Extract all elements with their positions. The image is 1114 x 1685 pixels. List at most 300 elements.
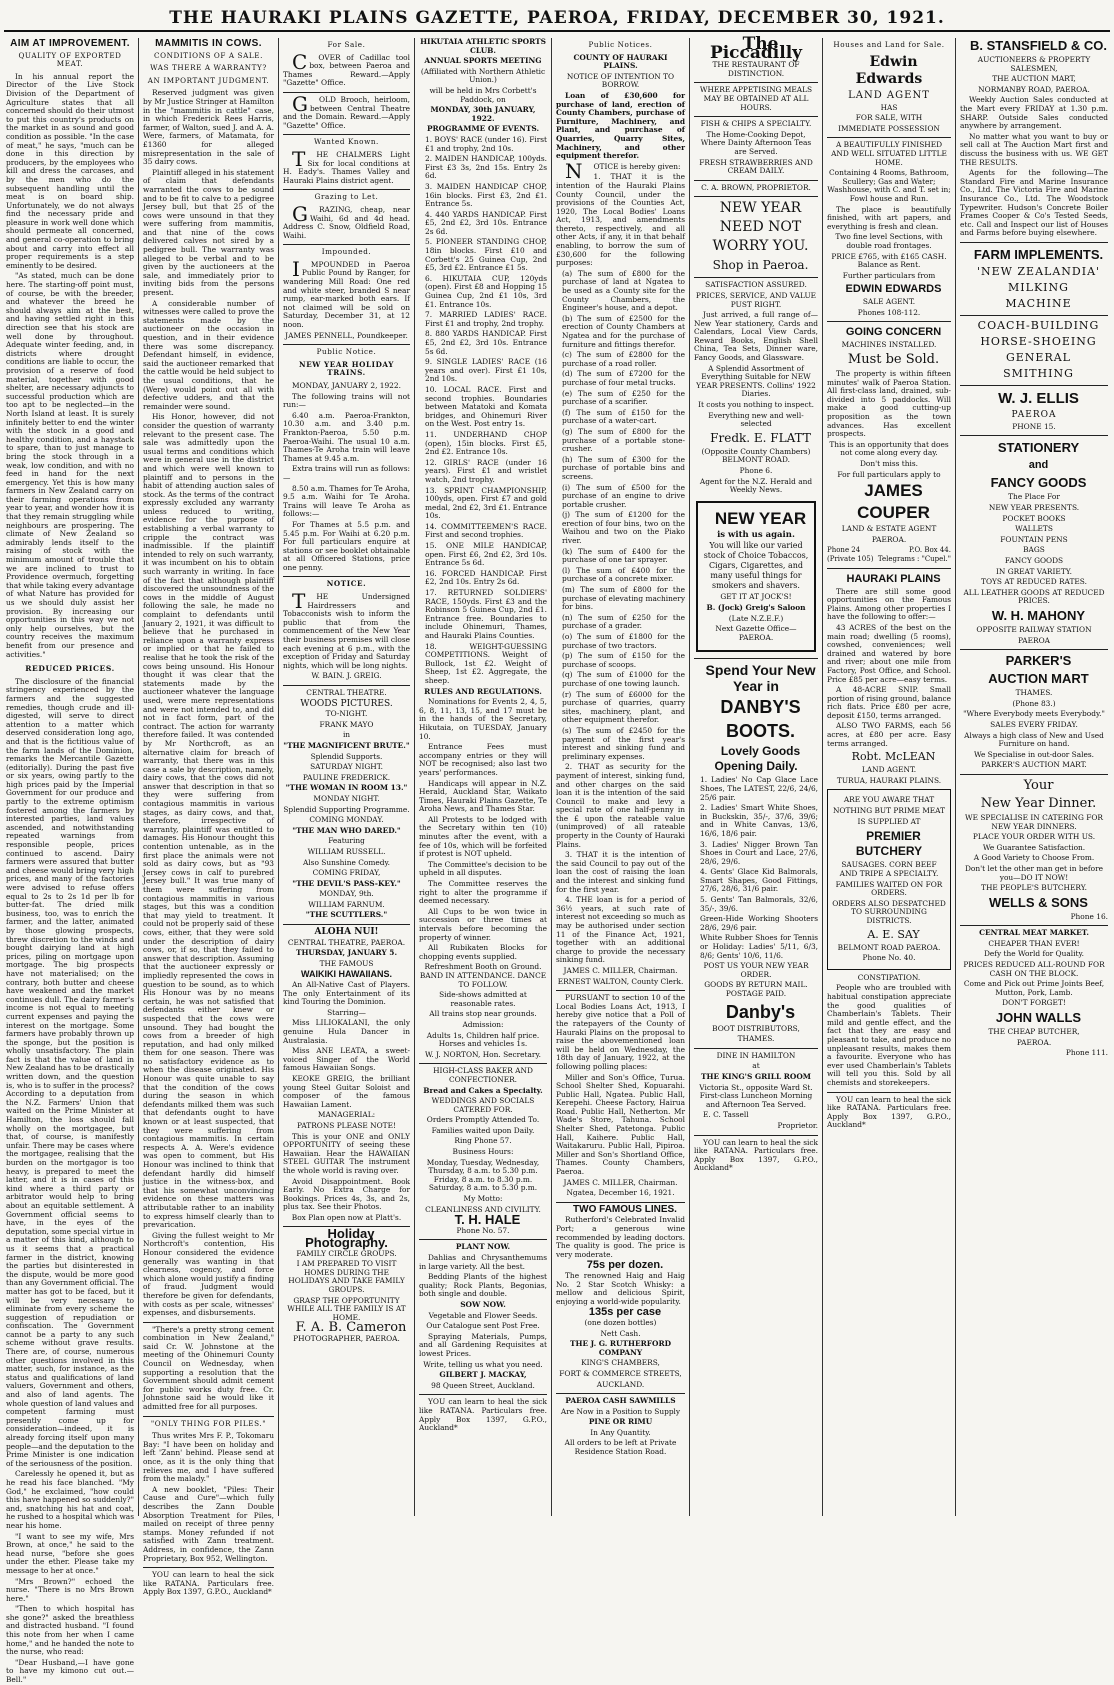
agent-name: Robt. McLEAN <box>851 750 936 764</box>
ad-text: MACHINE <box>1005 296 1072 310</box>
event-item: 11. UNDERHAND CHOP (open), 15in blocks. First £5, 2nd £2. Entrance 10s. <box>425 429 547 457</box>
theatre-text: COMING MONDAY. <box>309 815 384 825</box>
theatre-text: TO-NIGHT. <box>325 709 368 719</box>
danby-name: Danby's <box>725 1001 796 1022</box>
column-aim-at-improvement <box>6 38 134 1685</box>
ad-text: 'NEW ZEALANDIA' <box>976 264 1101 278</box>
aloha-heading: ALOHA NUI! <box>314 927 379 938</box>
loan-item: (l) The sum of £400 for the purchase of a concrete mixer. <box>562 565 685 584</box>
ad-text: Victoria St., opposite Ward St. First-class Luncheon Morning and Afternoon Tea Served. <box>699 1082 813 1109</box>
wine-price: 135s per case <box>588 1306 662 1319</box>
admission-text: Adults 1s, Children half price. Horses and vehicles 1s. <box>426 1030 540 1049</box>
ad-text: Two fine level Sections, with double road frontages. <box>835 232 943 250</box>
event-item: 2. MAIDEN HANDICAP, 100yds. First £3 3s, 2nd 15s. Entry 2s 6d. <box>425 154 547 181</box>
plant-text: Vegetable and Flower Seeds. <box>428 1310 538 1320</box>
loan-item: (s) The sum of £2450 for the payment of the first year's interest and sinking fund and preliminary expenses. <box>562 725 685 761</box>
baker-text: Orders Promptly Attended To. <box>426 1115 540 1125</box>
classified-heading: Houses and Land for Sale. <box>833 40 945 49</box>
danby-goods <box>694 776 818 960</box>
plant-heading: PLANT NOW. <box>455 1242 511 1252</box>
theatre-text: Splendid Supports. <box>310 751 383 761</box>
theatre-text: WILLIAM FARNUM. <box>308 899 385 909</box>
theatre-text: Box Plan open now at Platt's. <box>291 1212 402 1222</box>
ad-text: TOYS AT REDUCED RATES. <box>981 577 1087 587</box>
ad-text: THE PEOPLE'S BUTCHERY. <box>981 883 1087 893</box>
ad-text: THE AUCTION MART, <box>992 74 1076 84</box>
column-separator <box>551 38 552 1516</box>
ad-text: PRICE £765, with £165 CASH. Balance as Rent. <box>831 251 947 270</box>
notice-text: 3. THAT it is the intention of the said Council to pay out of the loan the cost of raising the loan and the interest and sinking fund for the first year. <box>556 850 685 894</box>
ad-text: Phone 16. <box>1070 911 1108 921</box>
ad-text: People who are troubled with habitual constipation appreciate the good qualities of Chamberlain's Tablets. Their mild and gentle effect, and the fact that they are easy and pleasant to take, and produce no unpleasant results, makes them a favourite. Everyone who has ever used Chamberlain's Tablets will tell you this. Sold by all chemists and storekeepers. <box>827 983 951 1087</box>
rule-text: All Cups to be won twice in succession or three times at intervals before becoming the property of winner. <box>419 906 547 942</box>
loan-item: (c) The sum of £2800 for the purchase of a road roller. <box>562 350 685 368</box>
theatre-text: Splendid Supporting Programme. <box>283 804 410 814</box>
farm-heading: FARM IMPLEMENTS. <box>973 246 1104 262</box>
signature: ERNEST WALTON, County Clerk. <box>557 976 684 986</box>
baker-text: CLEANLINESS AND CIVILITY. <box>425 1204 541 1214</box>
polling-places: Miller and Son's Office, Turua. School Shelter Shed, Kopuarahi. Public Hall, Ngatea. Public Hall, Kerepehi. Cheese Factory, Hairua Road. Public Hall, Netherton. Mr Wade's Store, Tahuna. School Shelter Shed, Patetonga. Public Hall, Kaihere. Public Hall, Waitakaruru. Public Hall, Pipiroa. Miller and Son's Shortland Office, Thames. County Chambers, Paeroa. <box>556 1072 685 1177</box>
ad-text: NORMANBY ROAD, PAEROA. <box>978 84 1090 94</box>
loan-item: (k) The sum of £400 for the purchase of one tar sprayer. <box>562 546 685 565</box>
ad-text: ORDERS ALSO DESPATCHED TO SURROUNDING DISTRICTS. <box>832 898 946 925</box>
loan-item: (j) The sum of £1200 for the erection of four bins, two on the Waihou and two on the Piako river. <box>562 510 685 546</box>
jocks-ad <box>696 501 816 653</box>
ad-text: and <box>1028 459 1049 472</box>
ad-text: WHERE APPETISING MEALS MAY BE OBTAINED AT ALL HOURS. <box>694 82 818 112</box>
signature: W. J. NORTON, Hon. Secretary. <box>424 1049 541 1059</box>
theatre-text: PATRONS PLEASE NOTE! <box>297 1120 396 1130</box>
notice-text: The following trains will not run:— <box>283 391 410 410</box>
column-county-notice <box>556 38 685 1514</box>
column-separator <box>955 38 956 1516</box>
plant-text: Our Catalogue sent Post Free. <box>426 1321 540 1331</box>
classified-heading: For Sale. <box>327 40 366 49</box>
events-list <box>419 136 547 686</box>
classified-ad: GRAZING, cheap, near Waihi, 6d and 4d head. Address C. Snow, Oldfield Road, Waihi. <box>283 201 410 240</box>
stationery-heading: FANCY GOODS <box>990 475 1087 491</box>
ad-text: The Home-Cooking Depot, Where Dainty Afternoon Teas are Served. <box>700 129 812 156</box>
parker-name: AUCTION MART <box>988 671 1089 687</box>
film-title: "THE MAGNIFICENT BRUTE." <box>283 740 410 750</box>
new-year-heading: NEW YEAR <box>714 508 807 528</box>
rule-text: Refreshment Booth on Ground. BAND IN ATTENDANCE. DANCE TO FOLLOW. <box>419 962 547 989</box>
ad-text: Phones 108-112. <box>857 307 921 317</box>
ad-text: The Place For <box>1008 492 1060 502</box>
theatre-name: CENTRAL THEATRE, PAEROA. <box>287 937 406 947</box>
ad-text: is with us again. <box>717 529 795 540</box>
ad-text: SMITHING <box>1003 366 1074 380</box>
signature: Ngatea, December 16, 1921. <box>566 1188 675 1198</box>
theatre-name: CENTRAL THEATRE. <box>306 688 387 697</box>
ad-text: C. A. BROWN, PROPRIETOR. <box>694 180 818 193</box>
ad-text: DON'T FORGET! <box>1002 998 1066 1008</box>
goods-item: 3. Ladies' Nigger Brown Tan Shoes in Court and Lace, 27/6, 28/6, 29/6. <box>700 839 818 866</box>
event-item: 16. FORCED HANDICAP. First £2, 2nd 10s. Entry 2s 6d. <box>425 568 547 587</box>
event-item: 10. LOCAL RACE. First and second trophies. Boundaries between Matatoki and Komata bridges, and Ohinemuri River on the West. Post entry 1s. <box>425 384 547 429</box>
dinner-heading: New Year Dinner. <box>980 795 1097 811</box>
notice-text: 1. THAT it is the intention of the Hauraki Plains County Council, under the provisions of the Counties Act, 1920, The Local Bodies' Loans Act, 1913, and amendments thereto, respectively, and all other Acts, if any, it in that behalf enabling, to borrow the sum of £30,600 for the following purposes: <box>556 172 685 268</box>
goods-item: Green-Hide Working Shooters 28/6, 29/6 pair. <box>700 914 818 932</box>
loan-item: (q) The sum of £1000 for the purchase of one towing launch. <box>562 670 685 688</box>
article-paragraph: "Mrs Brown?" echoed the nurse. "There is no Mrs Brown here." <box>6 1576 134 1603</box>
hauraki-heading: HAURAKI PLAINS <box>846 572 941 585</box>
ad-text: FAMILY CIRCLE GROUPS. <box>296 1248 397 1258</box>
loan-item: (o) The sum of £1800 for the purchase of two tractors. <box>562 632 685 650</box>
ad-text: Don't let the other man get in before you—DO IT NOW! <box>964 863 1104 882</box>
ad-text: Containing 4 Rooms, Bathroom, Scullery; Gas and Water; Washhouse, with C. and T. set in; Fowl house and Run. <box>827 168 951 203</box>
couper-contacts <box>827 546 951 555</box>
ratana-ad: YOU can learn to heal the sick like RATANA. Particulars free. Apply Box 1397, G.P.O., Auckland* <box>143 1567 274 1597</box>
event-item: 7. MARRIED LADIES' RACE. First £1 and trophy, 2nd trophy. <box>425 310 547 328</box>
loan-item: (p) The sum of £150 for the purchase of scoops. <box>562 651 685 669</box>
ad-text: PHONE 15. <box>1012 421 1056 431</box>
ad-text: A Splendid Assortment of Everything Suitable for NEW YEAR PRESENTS. Collins' 1922 Diaries. <box>696 363 816 399</box>
loan-item: (g) The sum of £800 for the purchase of a portable stone-crusher. <box>562 426 685 454</box>
rule-text: Handicaps will appear in N.Z. Herald, Auckland Star, Waikato Times, Hauraki Plains Gazette, Te Aroha News, and Thames Star. <box>419 778 547 814</box>
column-mammitis <box>143 38 274 1597</box>
ad-text: MILKING <box>1008 280 1069 294</box>
article-title: MAMMITIS IN COWS. <box>155 38 262 49</box>
classified-ad: GOLD Brooch, heirloom, between Central Theatre and the Domain. Reward.—Apply "Gazette" Office. <box>283 91 410 130</box>
ad-text: PAEROA. <box>871 534 907 544</box>
notice-date: MONDAY, JANUARY 2, 1922. <box>292 381 401 390</box>
loan-items <box>556 270 685 761</box>
ad-text: WE SPECIALISE IN CATERING FOR NEW YEAR DINNERS. <box>965 812 1103 831</box>
agent-name: Edwin Edwards <box>855 53 923 87</box>
article-paragraph: "As stated, much can be done here. The starting-off point must, of course, be with the breeder, and whatever the breed he should always aim at the best, and having settled right in this direction see that his stock are well done by throughout. Adequate winter feeding, and, in districts where drought conditions are liable to occur, the provision of a reserve of food material, together with good shelter, are necessary adjuncts to successful production which are too apt to be neglected—in the North Island at least. It is surely infinitely better to end the winter with the stock in a good and healthy condition, and a haystack to spare, than to just manage to bring the stock through in a weak, low condition, and with no feed in hand for the next emergency. Yet this is how many farmers in New Zealand carry on their farming operations from year to year, and wonder how it is that they remain struggling while neighbours are prospering. The climate of New Zealand so admirably lends itself to the raising of stock with the minimum amount of trouble that we are inclined to trust to Providence overmuch, forgetting that while taking every advantage of what Nature has provided for us we should duly assist her provision. By increasing our opportunities in this way we not only help ourselves, but the country receives the maximum benefit from our presence and activities." <box>6 271 134 659</box>
baker-text: Families waited upon Daily. <box>431 1125 535 1135</box>
loan-item: (b) The sum of £2500 for the erection of County Chambers at Ngatea and for the purchase of furniture and fittings therefor. <box>562 313 685 349</box>
notice-text: NOTICE is hereby given: <box>565 158 681 183</box>
baker-name: T. H. HALE <box>454 1212 521 1228</box>
classified-ad: IMPOUNDED in Paeroa Public Pound by Ranger, for wandering Mill Road: One red and white steer, branded S near rump, ear-marked both ears. If not claimed will be sold on Saturday, December 31, at 12 noon. <box>283 256 410 330</box>
ad-text: Phone 111. <box>1065 1048 1108 1058</box>
wine-text: (one dozen bottles) <box>584 1317 657 1327</box>
flatt-heading: NEW YEAR <box>719 200 802 217</box>
goods-item: White Rubber Shoes for Tennis or Holiday: Ladies' 5/11, 6/3, 8/6; Gents' 10/6, 11/6. <box>700 933 818 960</box>
ad-text: FANCY GOODS <box>1004 556 1064 566</box>
article-paragraph: The disclosure of the financial stringency experienced by the farmers and the suggested remedies, though crude and ill-digested, will serve to direct attention to a matter which deserved consideration long ago, and that is the fictitious value of the farm lands of the Dominion, remarks the Mercantile Gazette (editorially). During the past five or six years, owing partly to the high prices paid by the Imperial Government for our produce and partly to the extreme optimism fostered among the farmers by interested parties, land values ascended, and notwithstanding repeated warnings from responsible people, prices continued to ascend. Dairy farmers were assured that butter and cheese would bring very high prices, and many of the factories were advised to refuse offers equal to 2s to 2s 1d per lb for butter-fat. The dried milk business, too, was to enrich the farmer, and the latter, animated by those glowing prospects, threw discretion to the winds and bought dairying land at high prices, piling on mortgage upon mortgage. The big prospects have not materialised; on the contrary, both butter and cheese have weakened and the market continues dull. The dairy farmer's income is not equal to meeting current expenses and paying the interest on the mortgage. Some farmers have probably thrown up the sponge, but the position is wholly unsatisfactory. The plain fact is that the value of land in New Zealand has to be drastically written down, and the question is, who is to suffer in the process? According to a deputation from the N.Z. Farmers' Union that waited on the Prime Minister at Hamilton, the loss should fall wholly on the mortgagee, but that, of course, is manifestly unfair. There may be cases where the mortgagee, realising that the burden on the mortgagor is too heavy, is prepared to meet the latter, and it is in cases of this kind where a third party or arbitrator would help to bring about an equitable settlement. A Government official seems to have, in the eyes of the deputation, some special virtue in a matter of this kind, although to us it seems that a practical farmer in the district, knowing the parties but disinterested in the dispute, would be more good than any Government official. The matter has got to be faced, but it will be very necessary to eliminate from every scheme the suggestion of repudiation or confiscation. The Government cannot be a party to any such scheme without grave results. There are, of course, numerous other questions involved in this matter, such, for instance, as the status and qualifications of land valuers, Government and others, and also of land agents. The whole question of land values and competent farming must presently come up for consideration—indeed, it is already forcing itself upon many people—and the deputation to the Prime Minister is one indication of the seriousness of the position. <box>6 676 134 1468</box>
event-date: THURSDAY, JANUARY 5. <box>295 948 398 958</box>
club-name: HIKUTAIA ATHLETIC SPORTS CLUB. <box>420 37 546 55</box>
rule-text: The Committee reserves the right to alter the programme if deemed necessary. <box>419 879 547 906</box>
baker-heading: HIGH-CLASS BAKER AND CONFECTIONER. <box>433 1066 533 1084</box>
article-paragraph: In his annual report the Director of the Live Stock Division of the Department of Agriculture states that all concerned should do their utmost to put this country's products on the market in as sound and good condition as possible. "In the case of meat," he says, "much can be done in this direction by producers, by the employees who kill and dress the carcases, and by the men who do the subsequent handling until the meat is on board ship. Unfortunately, we do not always find the necessary pride and pleasure in work well done which should permeate all concerned, and general co-operation to bring about and carry into effect all proper requirements is a step eminently to be desired. <box>6 71 134 270</box>
article-paragraph: Giving the fullest weight to Mr Northcroft's contention, His Honour considered the evidence generally was wanting in that clearness, cogency, and force which alone would justify a finding of fraud. Judgment would therefore be given for defendants, with costs as per scale, witnesses' expenses, and disbursements. <box>143 1230 274 1318</box>
couper-contacts <box>827 555 951 564</box>
notice-text: 8.50 a.m. Thames for Te Aroha, 9.5 a.m. Waihi for Te Aroha. Trains will leave Te Aroha as follows:— <box>283 483 410 519</box>
ad-text: GET IT AT JOCK'S! <box>720 592 792 602</box>
ad-text: It costs you nothing to inspect. <box>698 400 814 410</box>
theatre-text: Also Sunshine Comedy. <box>302 857 391 867</box>
notice-title: COUNTY OF HAURAKI PLAINS. <box>573 52 668 71</box>
goods-item: 2. Ladies' Smart White Shoes, in Buckskin, 35/-, 37/6, 39/6; and in White Canvas, 13/6, 16/6, 18/6 pair. <box>700 803 818 838</box>
grill-name: THE KING'S GRILL ROOM <box>701 1071 811 1081</box>
shop-text: Shop in Paeroa. <box>712 258 809 273</box>
ad-text: CENTRAL MEAT MARKET. <box>979 928 1089 938</box>
ad-text: FOR SALE, WITH <box>855 113 923 123</box>
ad-text: THAMES. <box>1015 688 1053 698</box>
danby-lovely: Lovely Goods Opening Daily. <box>714 744 801 774</box>
event-item: 9. SINGLE LADIES' RACE (16 years and over). First £1 10s, 2nd 10s. <box>425 357 547 384</box>
theatre-text: KEOKE GREIG, the brilliant young Steel Guitar Soloist and composer of the famous Hawaiian Lament. <box>283 1073 410 1109</box>
ad-text: PLACE YOUR ORDER WITH US. <box>972 832 1096 842</box>
wine-price: 75s per dozen. <box>586 1259 664 1272</box>
theatre-heading: WOODS PICTURES. <box>300 698 393 709</box>
notice-title: NEW YEAR HOLIDAY TRAINS. <box>299 359 394 378</box>
ad-text: MACHINES INSTALLED. <box>841 340 937 350</box>
wine-text: Rutherford's Celebrated Invalid Port; a generous wine recommended by leading doctors. The quality is good. The price is very moderate. <box>556 1215 685 1259</box>
signature: JAMES C. MILLER, Chairman. <box>563 1177 678 1187</box>
baker-text: WEDDINGS AND SOCIALS CATERED FOR. <box>431 1096 535 1114</box>
act-name: WAIKIKI HAWAIIANS. <box>300 969 392 980</box>
ad-text: The property is within fifteen minutes' walk of Paeroa Station. All first-class land, drained, sub-divided into 5 paddocks. Will make a good cutting-up proposition as the town advances. Has excellent prospects. <box>827 369 951 439</box>
notice-text: Loan of £30,600 for purchase of land, erection of County Chambers, purchase of Furniture, Machinery, and Plant, and purchase of Quarries, Quarry Sites, Machinery, and other equipment therefor. <box>556 90 685 161</box>
wine-text: KING'S CHAMBERS, <box>581 1358 660 1368</box>
classified-heading: Wanted Known. <box>283 134 410 147</box>
goods-item: 4. Gents' Glace Kid Balmorals, Smart Shapes, Good Fittings, 27/6, 28/6, 31/6 pair. <box>700 867 818 894</box>
article-subtitle: CONDITIONS OF A SALE. <box>154 50 263 60</box>
ad-text: SAUSAGES. CORN BEEF AND TRIPE A SPECIALTY. <box>839 860 939 879</box>
ad-text: Always a high class of New and Used Furniture on hand. <box>964 730 1104 749</box>
ad-text: ARE YOU AWARE THAT NOTHING BUT PRIME MEAT IS SUPPLIED AT <box>832 795 946 827</box>
theatre-text: THE FAMOUS <box>319 958 374 968</box>
ad-text: PRICES, SERVICE, AND VALUE PUST RIGHT. <box>695 290 817 309</box>
baker-text: Phone No. 57. <box>456 1225 510 1235</box>
film-title: "THE MAN WHO DARED." <box>292 825 401 835</box>
theatre-text: Avoid Disappointment. Book Early. No Extra Charge for Bookings. Prices 4s, 3s, and 2s, plus tax. See their Photos. <box>283 1176 410 1212</box>
meeting-date: MONDAY, 30th JANUARY, 1922. <box>430 105 536 123</box>
signature: JAMES C. MILLER, Chairman. <box>563 965 678 975</box>
sawmill-text: PINE OR RIMU <box>588 1417 653 1427</box>
article-paragraph: Carelessly he opened it, but as he read his face blanched. "My God," he exclaimed, "how could this have happened so suddenly?" and, snatching his hat and coat, he rushed to a hospital which was near his home. <box>6 1469 134 1530</box>
baker-text: Bread and Cakes a Specialty. <box>423 1085 543 1095</box>
film-title: "THE DEVIL'S PASS-KEY." <box>292 878 401 888</box>
article-paragraph: Reserved judgment was given by Mr Justice Stringer at Hamilton in the "mammitis in cattle" case, in which Frederick Rees Harris, farmer, of Walton, sued J. and A. A. Were, farmers, of Matamata, for £1360 for alleged misrepresentation in the sale of 35 dairy cows. <box>143 88 274 167</box>
ad-text: A 48-ACRE SNIP. Small portion of rising ground, balance rich flats. Price £80 per acre, deposit £150, terms arranged. <box>827 685 951 720</box>
parker-name: PARKER'S <box>1005 653 1072 669</box>
wine-company: THE J. G. RUTHERFORD COMPANY <box>569 1339 672 1357</box>
article-paragraph: Plaintiff alleged in his statement of claim that defendants warranted the cows to be sound and to be fit to calve to a pedigree Jersey bull, but that 25 of the cows were unsound in that they were suffering from mammitis, and that nine of the cows delivered calves not sired by a pedigree bull. The warranty was alleged to be verbal and to be given by the auctioneers at the sale, and immediately prior to inviting bids from the persons present. <box>143 167 274 298</box>
ad-text: IMMEDIATE POSSESSION <box>838 123 940 133</box>
ad-text: PAEROA. <box>1016 1037 1052 1047</box>
ad-text: Weekly Auction Sales conducted at the Mart every FRIDAY at 1.30 p.m. SHARP. Outside Sales conducted anywhere by arrangement. <box>960 95 1108 131</box>
ad-text: SATISFACTION ASSURED. <box>694 277 818 290</box>
wine-text: The renowned Haig and Haig No. 2 Star Scotch Whisky: a mellow and delicious Spirit, enjoying a world-wide popularity. <box>556 1270 685 1306</box>
ad-text: Just arrived, a full range of—New Year stationery, Cards and Calendars, Local View Cards, Reward Books, English Shell China, Tea Sets, Dinner ware, Fancy Goods, and Glassware. <box>694 310 818 363</box>
ad-text: Phone No. 40. <box>862 953 916 963</box>
ad-text: Don't miss this. <box>859 459 919 468</box>
ad-text: LAND AGENT. <box>861 765 917 775</box>
event-item: 6. HIKUTAIA CUP, 120yds (open). First £8 and Hopping 15 Guinea Cup, 2nd £1 10s, 3rd £1. Entrance 10s. <box>425 273 547 309</box>
column-piccadilly <box>694 34 818 1514</box>
plant-text: Spraying Materials, Pumps, and all Gardening Requisites at lowest Prices. <box>419 1331 547 1358</box>
ad-text: (Late N.Z.E.F.) <box>728 613 784 623</box>
ad-text: 43 ACRES of the best on the main road; dwelling (5 rooms), cowshed, conveniences; well drained and watered by bore and river; about one mile from Factory, Post Office, and School. Price £85 per acre—easy terms. <box>827 622 951 684</box>
article-subtitle: WAS THERE A WARRANTY? <box>150 63 267 73</box>
danby-name: DANBY'S <box>720 697 801 718</box>
baker-text: Ring Phone 57. <box>454 1136 512 1146</box>
article-paragraph: "There's a pretty strong cement combination in New Zealand," said Cr. W. Johnstone at the meeting of the Ohinemuri County Council on Wednesday, when supporting a resolution that the Government should admit cement for public works duty free. Cr. Johnstone said he would like it admitted free for all purposes. <box>143 1322 274 1412</box>
ad-text: Agents for the following—The Standard Fire and Marine Insurance Co., Ltd. The Victoria Fire and Marine Insurance Co., Ltd. The Woodstock Typewriter. Hudson's Concrete Boiler Frames Cooper & Co's Tested Seeds, etc. Call and Inspect our list of Houses and Farms before buying elsewhere. <box>960 168 1108 238</box>
film-title: "THE SCUTTLERS." <box>305 910 388 920</box>
premier-butchery-ad <box>827 789 951 969</box>
baker-text: Monday, Tuesday, Wednesday, Thursday, 8 a.m. to 5.30 p.m. Friday, 8 a.m. to 8.30 p.m. Saturday, 8 a.m. to 5.30 p.m. <box>426 1157 540 1193</box>
classified-heading: Public Notices. <box>588 40 653 49</box>
goods-item: 1. Ladies' No Cap Glace Lace Shoes, The LATEST, 22/6, 24/6, 25/6 pair. <box>700 775 818 802</box>
article-paragraph: A new booklet, "Piles: Their Cause and Cure"—which fully describes the Zann Double Absorption Treatment for Piles, mailed on receipt of three penny stamps. Money refunded if not satisfied with Zann treatment. Address, in confidence, the Zann Proprietary, Box 952, Wellington. <box>143 1484 274 1563</box>
ad-text: ALSO TWO FARMS, each 56 acres, at £80 per acre. Easy terms arranged. <box>827 721 951 748</box>
baker-text: Business Hours: <box>452 1147 514 1157</box>
event-item: 14. COMMITTEEMEN'S RACE. First and second trophies. <box>425 521 547 540</box>
ad-text: There are still some good opportunities on the Famous Plains. Among other properties I have the following to offer:— <box>827 586 951 622</box>
column-stansfield <box>960 38 1108 1514</box>
ad-text: IN GREAT VARIETY. <box>995 566 1073 576</box>
ad-text: HAS <box>880 102 898 112</box>
ad-text: We Specialise in out-door Sales. <box>973 749 1095 759</box>
plant-text: Dahlias and Chrysanthemums in large variety. All the best. <box>419 1253 547 1271</box>
column-land-agents <box>827 38 951 1514</box>
agent-name: EDWIN EDWARDS <box>845 283 942 296</box>
loan-item: (n) The sum of £250 for the purchase of a grader. <box>562 612 685 631</box>
ad-text: Telegrams : "Cupel." <box>877 554 951 563</box>
loan-item: (m) The sum of £800 for the purchase of elevating machinery for bins. <box>562 585 685 612</box>
event-item: 17. RETURNED SOLDIERS' RACE, 150yds. First £3 and the Robinson 5 Guinea Cup, 2nd £1. Entrance free. Boundaries to include Ohinemuri, Thames, and Hauraki Plains Counties. <box>425 588 547 640</box>
butchery-name: PREMIER BUTCHERY <box>855 829 923 859</box>
ad-text: Come and Pick out Prime Joints Beef, Mutton, Pork, Lamb. <box>963 979 1105 997</box>
theatre-text: Miss ANE LEATA, a sweet-voiced Singer of the World famous Hawaiian Songs. <box>283 1046 410 1073</box>
event-item: 1. BOYS' RACE (under 16). First £1 and trophy, 2nd 10s. <box>425 134 547 153</box>
ad-text: TURUA, HAURAKI PLAINS. <box>836 775 942 785</box>
piccadilly-title: The Piccadilly <box>709 34 803 63</box>
ad-text: WALLETS <box>1015 524 1053 534</box>
ad-text: HORSE-SHOEING <box>980 334 1097 348</box>
programme-heading: PROGRAMME OF EVENTS. <box>426 124 540 134</box>
admission-heading: Admission: <box>462 1019 504 1029</box>
rule-text: Side-shows admitted at reasonable rates. <box>439 990 527 1008</box>
column-hikutaia-sports <box>419 38 547 1514</box>
going-concern: GOING CONCERN <box>845 326 942 339</box>
rule-text: The Committee's decision to be upheld in all disputes. <box>419 859 547 878</box>
mahony-name: W. H. MAHONY <box>991 608 1086 623</box>
ad-text: LAND AGENT <box>848 89 930 101</box>
ad-text: FAMILIES WAITED ON FOR ORDERS. <box>835 879 943 898</box>
ad-text: Phone 6. <box>739 466 773 475</box>
loan-item: (d) The sum of £7200 for the purchase of four metal trucks. <box>562 369 685 387</box>
ad-text: PAEROA <box>1018 635 1050 645</box>
article-subtitle: AN IMPORTANT JUDGMENT. <box>147 75 270 85</box>
rule-text: All trains stop near grounds. <box>429 1009 537 1019</box>
sawmill-text: Are Now in a Position to Supply <box>560 1406 681 1416</box>
theatre-text: An All-Native Cast of Players. The only Entertainment of its kind Touring the Dominion. <box>283 980 410 1007</box>
ad-text: Further particulars from <box>842 270 936 280</box>
ad-text: This is an opportunity that does not come along every day. <box>829 439 949 458</box>
event-item: 12. GIRLS' RACE (under 16 years). First £1 and wristlet watch, 2nd trophy. <box>425 457 547 484</box>
section-heading: REDUCED PRICES. <box>25 664 115 674</box>
ellis-name: W. J. ELLIS <box>960 385 1108 408</box>
event-item: 13. SPRINT CHAMPIONSHIP, 100yds, open. First £7 and gold medal, 2nd £2, 3rd £1. Entrance 10s. <box>425 485 547 521</box>
notice-text: PURSUANT to section 10 of the Local Bodies Loans Act, 1913, I hereby give notice that a Poll of the ratepayers of the County of Hauraki Plains on the proposal to raise the abovementioned loan will be held on Wednesday, the 18th day of January, 1922, at the following polling places: <box>556 990 685 1071</box>
notice-subtitle: NOTICE OF INTENTION TO BORROW. <box>566 71 675 90</box>
stansfield-name: B. STANSFIELD & CO. <box>970 38 1107 53</box>
ad-text: BAGS <box>1023 545 1045 555</box>
notice-text: Extra trains will run as follows:— <box>283 464 410 482</box>
event-item: 5. PIONEER STANDING CHOP, 18in blocks. First £10 and Corbett's 25 Guinea Cup, 2nd £5, 3rd £2. Entrance £1 5s. <box>425 237 547 273</box>
flatt-heading: WORRY YOU. <box>712 238 809 255</box>
ad-text: LAND & ESTATE AGENT <box>841 524 937 534</box>
ad-text: POST US YOUR NEW YEAR ORDER. <box>703 961 809 979</box>
ad-text: THAMES. <box>737 1034 775 1044</box>
meeting-title: ANNUAL SPORTS MEETING <box>424 56 542 66</box>
column-separator <box>278 38 279 1516</box>
rules-heading: RULES AND REGULATIONS. <box>424 686 542 696</box>
ad-text: GENERAL <box>1005 350 1071 364</box>
theatre-text: SATURDAY NIGHT. <box>310 762 383 772</box>
classified-heading: Grazing to Let. <box>283 189 410 202</box>
notice-text: 4. THE loan is for a period of 36½ years, at such rate of interest not exceeding so much as may be authorised under section 11 of the Finance Act, 1921, together with an additional charge to provide the necessary sinking fund. <box>556 895 685 965</box>
notice-text: 2. THAT as security for the payment of interest, sinking fund, and other charges on the said loan it is the intention of the said Council to make and levy a special rate of one half-penny in the £ upon the rateable value (unimproved) of all rateable property in the County of Hauraki Plains. <box>556 762 685 849</box>
plant-text: Write, telling us what you need. <box>423 1359 543 1369</box>
ad-text: FRESH STRAWBERRIES AND CREAM DAILY. <box>699 157 813 176</box>
article-paragraph: His Honor, however, did not consider the question of warranty relevant to the present case. The sale was admittedly upon the usual terms and conditions which were in general use in the district and which were well known to plaintiff and to persons in the habit of attending auction sales of stock. As the terms of the contract expressly excluded any warranty unless reduced to writing, evidence for the purpose of establishing a verbal warranty to cripple the contract was inadmissible. If the plaintiff intended to rely on such warranty, it was incumbent on his to obtain such warranty in writing. In face of the fact that although plaintiff discovered the unsoundness of the cows in the middle of August following the sale, he made no complaint to defendants until January 2, 1921, it was difficult to believe that he purchased in reliance upon a warranty express or implied or that he failed to realise that he took the risk of the cows being unsound. His Honour thought it was clear that the statements made by the auctioneer whatever the language used, were mere representations and were not intended to, and did not in fact form, part of the contract. The action for warranty therefore failed. It was contended by Mr Northcroft, as an alternative claim for breach of warranty, that there was in this case a sale by description, namely, dairy cows, that the cows did not answer that description in that so they were suffering from contagious mammitis in various stages, as dairy cows, and that, therefore, irrespective of warranty, plaintiff was entitled to damages. His Honour thought this contention untenable, as in the first place the animals were not sold as dairy cows, but as "93 Jersey cows in calf to purebred Jersey bull." It was true many of them were suffering from contagious mammitis in various stages, but this was a condition that may yield to treatment. It could not be properly said of these cows, either, that they were sold under the description of dairy cows, or, if so, that they failed to answer that description. Assuming that the auctioneer expressly or impliedly represented the cows in question to be sound, as to which His Honour was by no means certain, he was not satisfied that defendants either knew or suspected that the cows were unsound. They had bought the cows from a breeder of high reputation, and had only milked them for one season. There was no satisfactory evidence as to when the disease originated. His Honour was quite unable to say that the condition of the cows during the season in which defendants milked them was such that defendants ought to have known or at least suspected, that they were suffering from contagious mammitis. In certain respects A. A. Were's evidence was open to comment, but His Honour was inclined to think that defendant hardly did himself justice in the witness-box, and that his somewhat unconvincing evidence on these matters was attributable rather to an inability to express himself clearly than to prevarication. <box>143 412 274 1230</box>
notice-text: THE Undersigned Hairdressers and Tobacconists wish to inform the public that from the commencement of the New Year their business premises will close each evening at 6 p.m., with the exception of Friday and Saturday nights, which will be long nights. <box>283 589 410 670</box>
column-separator <box>822 38 823 1516</box>
classified-ad: THE CHALMERS Light Six for local conditions at H. Eady's. Thames Valley and Hauraki Plains district agent. <box>283 146 410 185</box>
wine-heading: TWO FAMOUS LINES. <box>573 1203 677 1215</box>
ad-text: AUCTIONEERS & PROPERTY SALESMEN, <box>977 55 1091 73</box>
ad-text: NEW YEAR PRESENTS. <box>988 503 1080 513</box>
ratana-ad: YOU can learn to heal the sick like RATANA. Particulars free. Apply Box 1397, G.P.O., Auckland* <box>419 1394 547 1432</box>
notice-text: For Thames at 5.5 p.m. and 5.45 p.m. For Waihi at 6.20 p.m. For full particulars enquire at stations or see booklet obtainable at all Officered Stations, price one penny. <box>283 519 410 572</box>
signature: W. BAIN. J. GREIG. <box>311 671 382 681</box>
walls-name: JOHN WALLS <box>995 1010 1082 1026</box>
plant-text: GILBERT J. MACKAY, <box>439 1370 527 1380</box>
section-heading: CONSTIPATION. <box>857 972 921 982</box>
ad-text: No matter what you want to buy or sell call at The Auction Mart first and discuss the business with us. WE GET THE RESULTS. <box>960 131 1108 167</box>
loan-item: (h) The sum of £300 for the purchase of portable bins and screens. <box>562 454 685 481</box>
ad-text: You will like our varied stock of Choice Tobaccos, Cigars, Cigarettes, and many useful things for smokers and shavers. <box>703 541 809 591</box>
wine-text: FORT & COMMERCE STREETS, <box>559 1368 682 1378</box>
rule-text: Nominations for Events 2, 4, 5, 6, 8, 11, 13, 15, and 17 must be in the hands of the Secretary, Hikutaia, on TUESDAY, January 10. <box>419 697 547 741</box>
ad-text: Next Gazette Office—PAEROA. <box>715 624 797 642</box>
article-title: AIM AT IMPROVEMENT. <box>10 38 130 49</box>
theatre-text: MANAGERIAL: <box>317 1110 376 1120</box>
event-item: 8. 880 YARDS HANDICAP. First £5, 2nd £2, 3rd 10s. Entrance 5s 6d. <box>425 329 547 356</box>
theatre-text: Featuring <box>328 836 365 846</box>
rule-text: All Protests to be lodged with the Secretary within ten (10) minutes after the event, with a fee of 10s, which will be forfeited if protest is NOT upheld. <box>419 814 547 859</box>
ad-text: DINE IN HAMILTON <box>716 1050 796 1060</box>
ad-text: PHOTOGRAPHER, PAEROA. <box>293 1334 400 1343</box>
ratana-ad: YOU can learn to heal the sick like RATANA. Particulars free. Apply Box 1397, G.P.O., Auckland* <box>694 1135 818 1173</box>
notice-title: NOTICE. <box>283 576 410 589</box>
ad-text: POCKET BOOKS <box>1002 513 1066 523</box>
ad-text: GRASP THE OPPORTUNITY WHILE ALL THE FAMILY IS AT HOME. <box>287 1295 406 1322</box>
goods-item: 5. Gents' Tan Balmorals, 32/6, 35/-, 39/6. <box>700 895 818 913</box>
butcher-name: A. E. SAY <box>867 927 920 941</box>
affiliation: (Affiliated with Northern Athletic Union.) <box>420 66 546 85</box>
ad-text: FISH & CHIPS A SPECIALTY. <box>694 116 818 129</box>
plant-text: Bedding Plants of the highest quality; Rock Plants, Begonias, both single and double. <box>419 1272 547 1299</box>
event-item: 4. 440 YARDS HANDICAP. First £5, 2nd £2, 3rd 10s. Entrance 2s 6d. <box>425 209 547 236</box>
theatre-text: Miss LILIOKALANI, the only genuine Hula Dancer in Australasia. <box>283 1018 410 1045</box>
flatt-name: Fredk. E. FLATT <box>710 430 811 445</box>
ratana-ad: YOU can learn to heal the sick like RATANA. Particulars free. Apply Box 1397, G.P.O., Auckland* <box>827 1092 951 1130</box>
ad-text: Agent for the N.Z. Herald and Weekly News. <box>699 476 813 495</box>
article-paragraph: A considerable number of witnesses were called to prove the statements made by the auctioneer on the occasion in question, and in their evidence there was some discrepancy. Defendant himself, in evidence, said the auctioneer remarked that the cattle would be held subject to the usual conditions, that he (Were) would point out all with defective udders, and that the remainder were sound. <box>143 298 274 411</box>
classified-ad: COVER of Cadillac tool box, between Paeroa and Thames Reward.—Apply "Gazette" Office. <box>283 49 410 88</box>
event-item: 18. WEIGHT-GUESSING COMPETITIONS. Weight of Bullock, 1st £2. Weight of Sheep, 1st £2. Aggregate, the sheep. <box>425 641 547 685</box>
